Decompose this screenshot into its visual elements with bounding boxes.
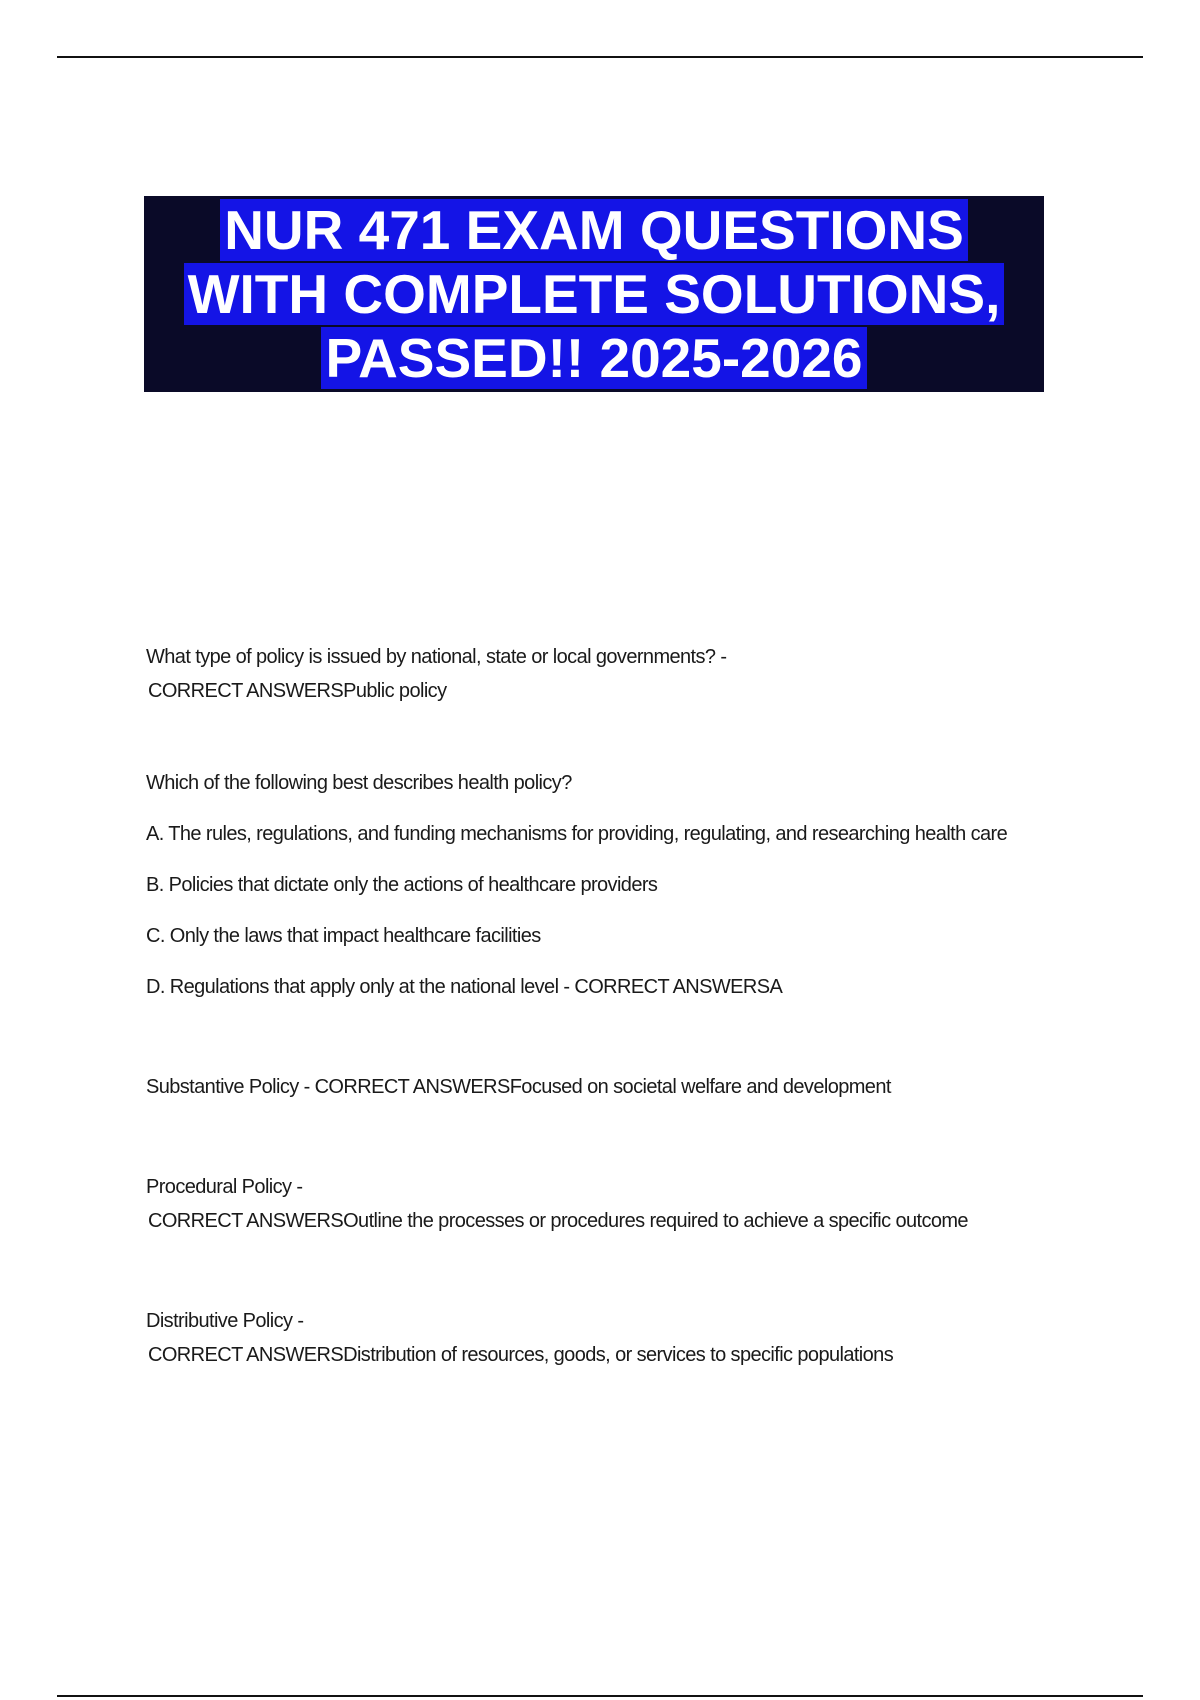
qa-item-2 xyxy=(146,766,1106,1004)
bottom-rule xyxy=(57,1695,1143,1697)
title-banner xyxy=(144,196,1044,392)
option-c: C. Only the laws that impact healthcare facilities xyxy=(146,925,541,947)
qa-item-3 xyxy=(146,1070,1106,1104)
title-line-3: PASSED!! 2025-2026 xyxy=(321,326,866,390)
question-text: What type of policy is issued by national, state or local governments? - xyxy=(146,646,727,668)
question-text: Substantive Policy - CORRECT ANSWERSFocused on societal welfare and development xyxy=(146,1076,891,1098)
qa-item-4 xyxy=(146,1170,1106,1238)
qa-item-1 xyxy=(146,640,1106,708)
option-a: A. The rules, regulations, and funding mechanisms for providing, regulating, and researching health care xyxy=(146,823,1008,845)
qa-item-5 xyxy=(146,1304,1106,1372)
answer-text: CORRECT ANSWERSOutline the processes or procedures required to achieve a specific outcome xyxy=(148,1210,968,1232)
answer-text: CORRECT ANSWERSDistribution of resources, goods, or services to specific populations xyxy=(148,1344,894,1366)
title-line-2: WITH COMPLETE SOLUTIONS, xyxy=(184,262,1005,326)
question-text: Procedural Policy - xyxy=(146,1176,303,1198)
question-text: Distributive Policy - xyxy=(146,1310,304,1332)
question-text: Which of the following best describes health policy? xyxy=(146,772,572,794)
option-b: B. Policies that dictate only the actions of healthcare providers xyxy=(146,874,658,896)
title-line-1: NUR 471 EXAM QUESTIONS xyxy=(220,198,968,262)
qa-content xyxy=(146,640,1106,1372)
top-rule xyxy=(57,56,1143,58)
option-d: D. Regulations that apply only at the national level - CORRECT ANSWERSA xyxy=(146,976,783,998)
answer-text: CORRECT ANSWERSPublic policy xyxy=(148,680,447,702)
